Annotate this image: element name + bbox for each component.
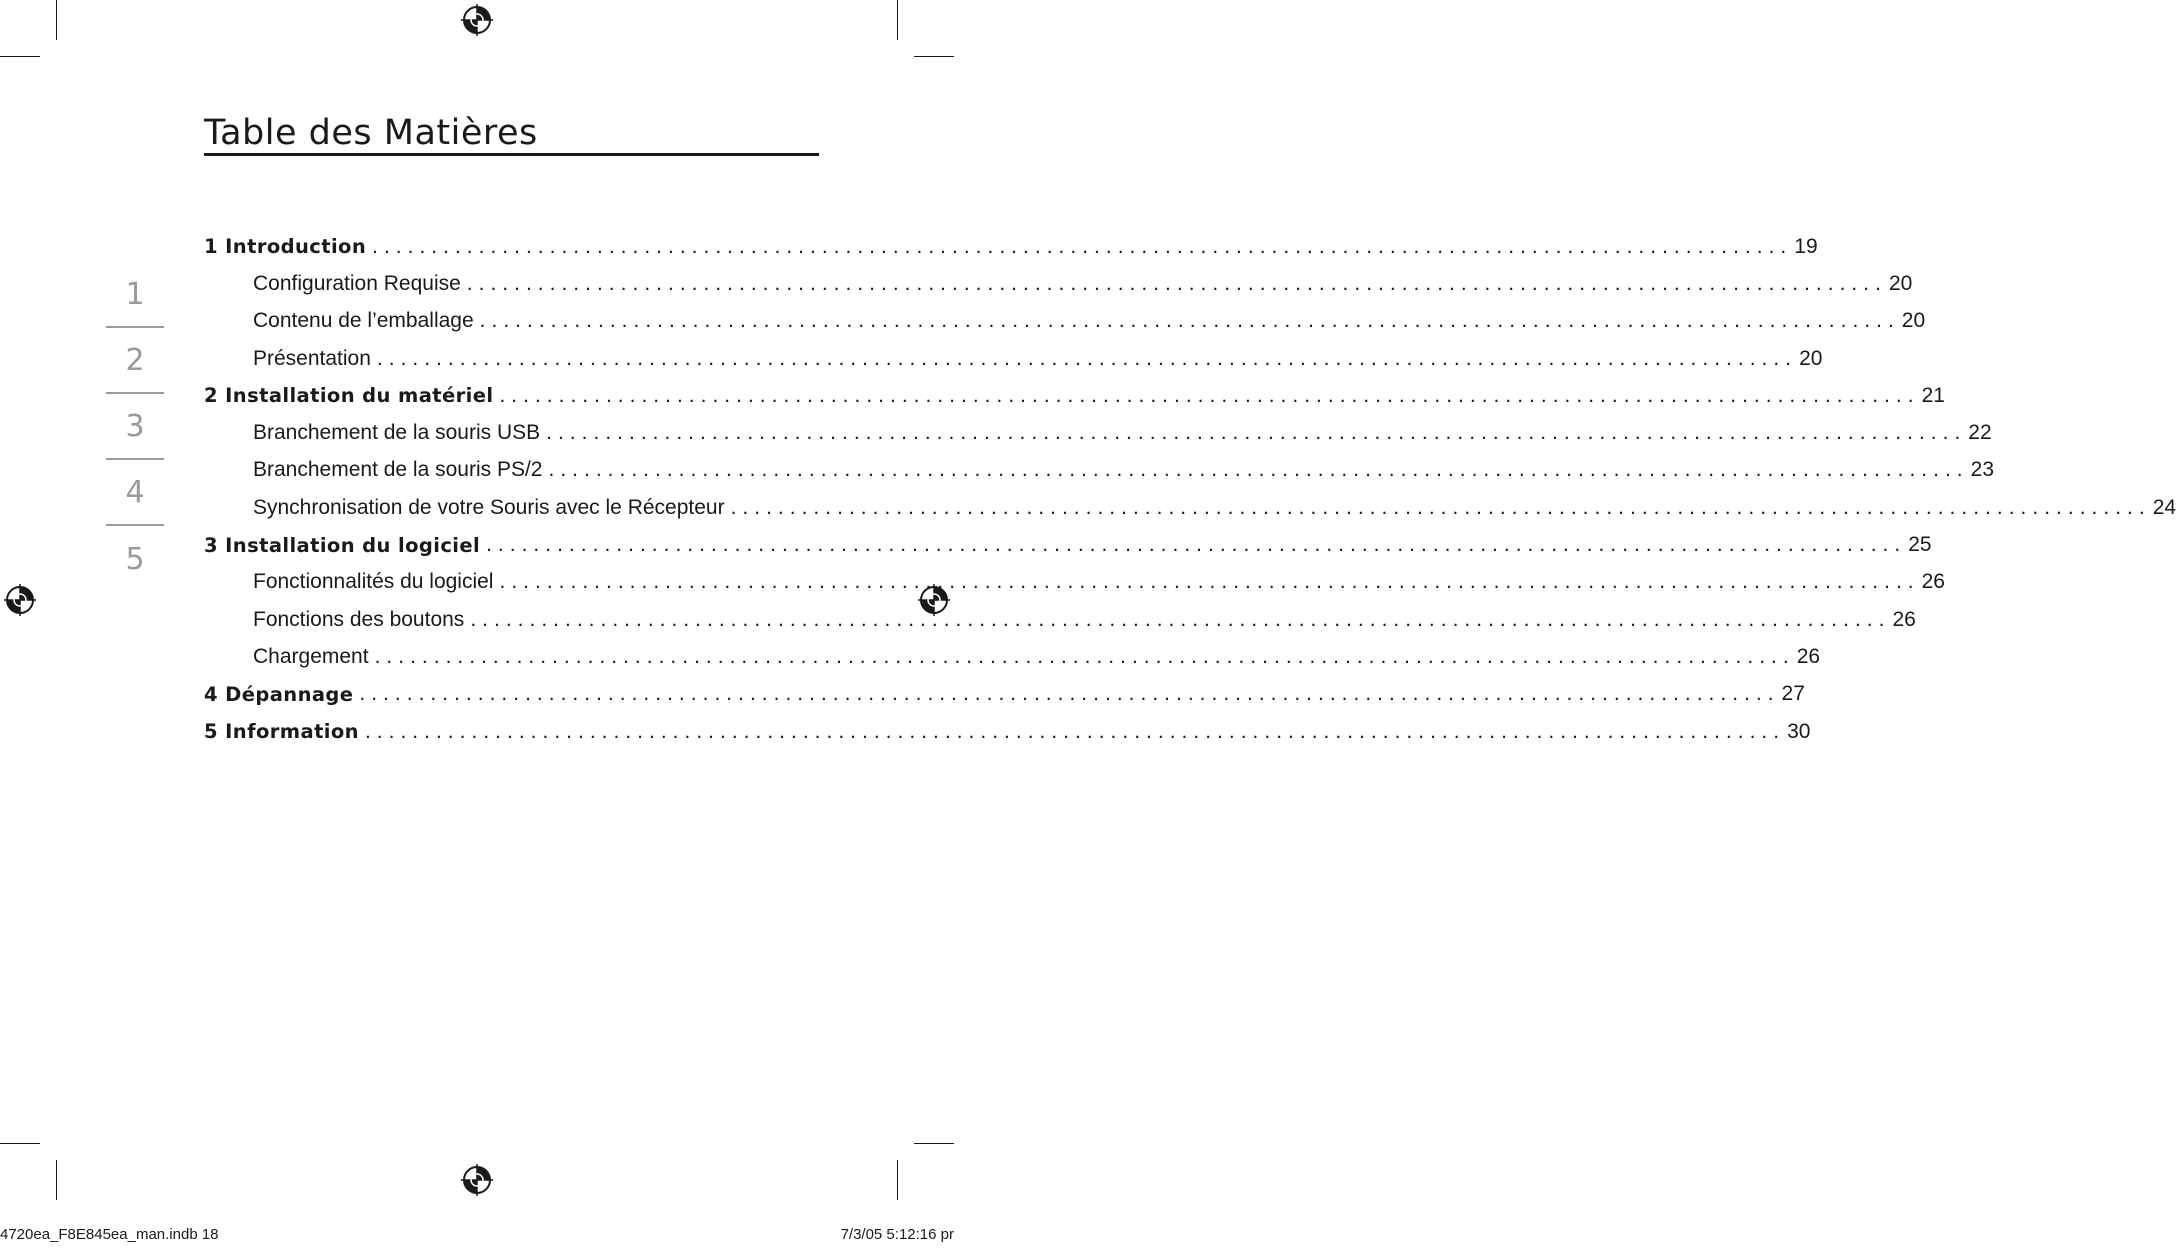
crop-mark-bottom-left-vertical (56, 1160, 57, 1200)
crop-mark-bottom-right-horizontal (914, 1143, 954, 1144)
title-underline (204, 153, 819, 156)
toc-entry[interactable] (204, 526, 1932, 563)
toc-entry-page-number: 21 (1921, 383, 1945, 407)
crop-mark-bottom-right-vertical (897, 1160, 898, 1200)
toc-entry-label: Branchement de la souris PS/2 (253, 458, 543, 482)
toc-entry-label: 1 Introduction (204, 235, 367, 259)
toc-leader-dots: ........................................................................................................................ (486, 533, 1907, 557)
toc-entry[interactable] (204, 564, 1945, 601)
toc-leader-dots: ........................................................................................................................ (470, 607, 1891, 631)
toc-entry-page-number: 25 (1908, 533, 1932, 557)
toc-entry-page-number: 26 (1796, 644, 1821, 668)
toc-leader-dots: ........................................................................................................................ (364, 719, 1786, 743)
crop-mark-top-left-horizontal (0, 56, 40, 57)
toc-leader-dots: ........................................................................................................................ (372, 234, 1793, 258)
toc-entry-page-number: 20 (1799, 346, 1823, 370)
chapter-nav-item-5[interactable]: 5 (125, 541, 145, 577)
toc-entry-label: Présentation (253, 346, 371, 370)
toc-entry-label: Fonctionnalités du logiciel (253, 570, 494, 594)
toc-leader-dots: ........................................................................................................................ (466, 271, 1887, 295)
footer-file-info: 4720ea_F8E845ea_man.indb 18 (0, 1226, 219, 1243)
registration-mark-icon (461, 4, 493, 36)
toc-entry-label: Synchronisation de votre Souris avec le Récepteur (253, 495, 725, 519)
crop-mark-top-right-vertical (897, 0, 898, 40)
toc-leader-dots: ........................................................................................................................ (546, 421, 1967, 445)
toc-leader-dots: ........................................................................................................................ (499, 383, 1920, 407)
chapter-nav-item-3[interactable]: 3 (106, 394, 164, 460)
crop-mark-bottom-left-horizontal (0, 1143, 40, 1144)
toc-entry[interactable] (204, 340, 1823, 377)
toc-entry-label: 5 Information (204, 720, 359, 743)
toc-entry-page-number: 26 (1921, 570, 1945, 594)
toc-entry[interactable] (204, 377, 1945, 414)
crop-mark-top-left-vertical (56, 0, 57, 40)
chapter-nav (106, 262, 164, 592)
toc-entry-label: Configuration Requise (253, 271, 461, 295)
toc-entry[interactable] (204, 638, 1821, 675)
table-of-contents (204, 228, 2176, 750)
crop-mark-top-right-horizontal (914, 56, 954, 57)
toc-entry-label: Fonctions des boutons (253, 607, 465, 631)
toc-leader-dots: ........................................................................................................................ (499, 570, 1920, 594)
toc-entry-page-number: 22 (1968, 421, 1992, 445)
toc-entry-page-number: 30 (1787, 719, 1811, 743)
toc-entry-page-number: 19 (1794, 234, 1818, 258)
toc-leader-dots: ........................................................................................................................ (359, 682, 1780, 706)
registration-mark-icon (4, 584, 36, 616)
toc-entry-page-number: 23 (1970, 458, 1994, 482)
toc-entry[interactable] (204, 265, 1913, 302)
toc-entry-page-number: 20 (1901, 309, 1926, 333)
toc-entry[interactable] (204, 228, 1818, 265)
toc-entry-page-number: 20 (1888, 271, 1913, 295)
toc-entry-label: Chargement (253, 644, 369, 668)
toc-entry[interactable] (204, 414, 1992, 451)
toc-entry-page-number: 26 (1892, 607, 1916, 631)
toc-entry[interactable] (204, 489, 2176, 526)
toc-entry-label: 4 Dépannage (204, 682, 354, 706)
toc-entry-label: 3 Installation du logiciel (204, 533, 481, 557)
toc-entry[interactable] (204, 601, 1916, 638)
toc-entry-page-number: 27 (1781, 682, 1805, 706)
toc-entry-label: Branchement de la souris USB (253, 421, 541, 445)
page-title: Table des Matières (204, 113, 538, 153)
chapter-nav-item-1[interactable]: 1 (106, 262, 164, 328)
registration-mark-icon (461, 1164, 493, 1196)
toc-leader-dots: ........................................................................................................................ (376, 346, 1798, 370)
toc-leader-dots: ........................................................................................................................ (548, 458, 1969, 482)
toc-entry[interactable] (204, 676, 1805, 713)
toc-entry-page-number: 24 (2152, 495, 2176, 519)
toc-entry[interactable] (204, 452, 1994, 489)
footer-timestamp: 7/3/05 5:12:16 pr (840, 1226, 954, 1243)
toc-leader-dots: ........................................................................................................................ (479, 309, 1900, 333)
chapter-nav-item-4[interactable]: 4 (106, 460, 164, 526)
toc-entry[interactable] (204, 303, 1926, 340)
toc-entry-label: 2 Installation du matériel (204, 384, 494, 408)
toc-leader-dots: ........................................................................................................................ (730, 495, 2151, 519)
toc-leader-dots: ........................................................................................................................ (374, 644, 1795, 668)
chapter-nav-item-2[interactable]: 2 (106, 328, 164, 394)
toc-entry-label: Contenu de l’emballage (253, 309, 474, 333)
toc-entry[interactable] (204, 713, 1811, 750)
